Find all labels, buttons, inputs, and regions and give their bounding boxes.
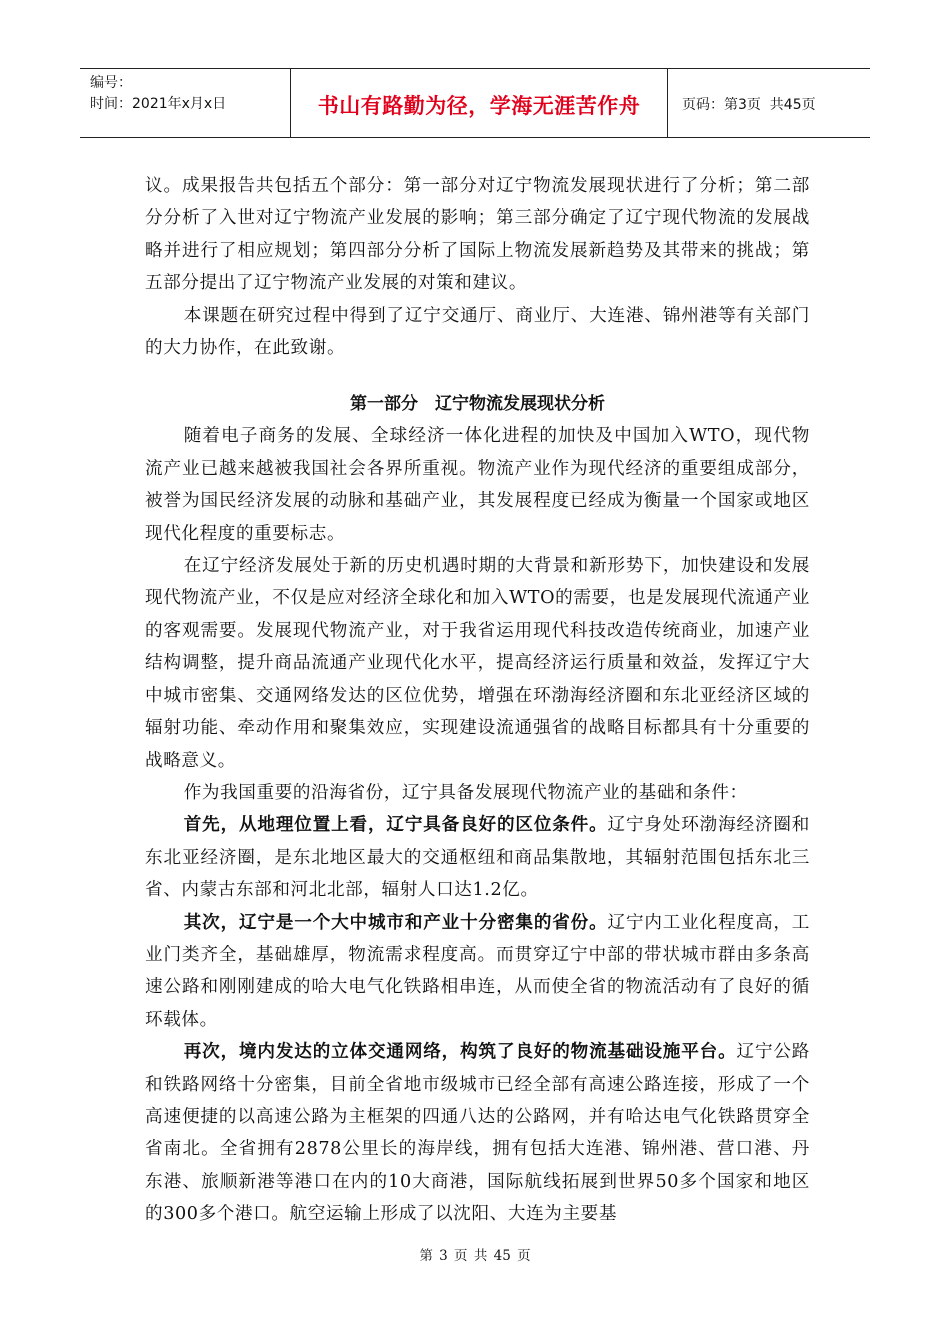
paragraph-conditions-intro: 作为我国重要的沿海省份，辽宁具备发展现代物流产业的基础和条件： — [183, 782, 748, 803]
paragraph-acknowledgement: 本课题在研究过程中得到了辽宁交通厅、商业厅、大连港、锦州港等有关部门的大力协作，在此致谢。 — [145, 305, 810, 359]
document-date-label: 时间：2021年x月x日 — [90, 96, 227, 112]
paragraph-location-lead: 首先，从地理位置上看，辽宁具备良好的区位条件。 — [183, 815, 608, 836]
header-meta-cell — [80, 69, 291, 137]
paragraph-transport-text: 辽宁公路和铁路网络十分密集，目前全省地市级城市已经全部有高速公路连接，形成了一个高速便捷的以高速公路为主框架的四通八达的公路网，并有哈达电气化铁路贯穿全省南北。全省拥有2878公里长的海岸线，拥有包括大连港、锦州港、营口港、丹东港、旅顺新港等港口在内的10大商港，国际航线拓展到世界50多个国家和地区的300多个港口。航空运输上形成了以沈阳、大连为主要基 — [145, 1042, 810, 1225]
paragraph-cities — [145, 907, 810, 1037]
paragraph-transport-lead: 再次，境内发达的立体交通网络，构筑了良好的物流基础设施平台。 — [183, 1042, 737, 1063]
section-spacer — [145, 364, 810, 388]
document-number-label: 编号： — [90, 75, 132, 91]
document-body — [145, 170, 810, 1231]
header-page-info-cell — [668, 69, 870, 137]
paragraph-location — [145, 809, 810, 906]
header-motto: 书山有路勤为径，学海无涯苦作舟 — [291, 69, 668, 137]
page-footer: 第 3 页 共 45 页 — [419, 1248, 531, 1264]
document-header — [80, 68, 870, 138]
header-page-info: 页码：第3页 共45页 — [682, 97, 816, 113]
paragraph-cities-text: 辽宁内工业化程度高，工业门类齐全，基础雄厚，物流需求程度高。而贯穿辽宁中部的带状城市群由多条高速公路和刚刚建成的哈大电气化铁路相串连，从而使全省的物流活动有了良好的循环载体。 — [145, 912, 810, 1030]
paragraph-background: 在辽宁经济发展处于新的历史机遇时期的大背景和新形势下，加快建设和发展现代物流产业，不仅是应对经济全球化和加入WTO的需要，也是发展现代流通产业的客观需要。发展现代物流产业，对于我省运用现代科技改造传统商业，加速产业结构调整，提升商品流通产业现代化水平，提高经济运行质量和效益，发挥辽宁大中城市密集、交通网络发达的区位优势，增强在环渤海经济圈和东北亚经济区域的辐射功能、牵动作用和聚集效应，实现建设流通强省的战略目标都具有十分重要的战略意义。 — [145, 556, 810, 771]
paragraph-location-text: 辽宁身处环渤海经济圈和东北亚经济圈，是东北地区最大的交通枢纽和商品集散地，其辐射范围包括东北三省、内蒙古东部和河北北部，辐射人口达1.2亿。 — [145, 815, 810, 901]
paragraph-transport — [145, 1036, 810, 1230]
paragraph-intro: 随着电子商务的发展、全球经济一体化进程的加快及中国加入WTO，现代物流产业已越来越被我国社会各界所重视。物流产业作为现代经济的重要组成部分，被誉为国民经济发展的动脉和基础产业，其发展程度已经成为衡量一个国家或地区现代化程度的重要标志。 — [145, 426, 810, 544]
paragraph-cities-lead: 其次，辽宁是一个大中城市和产业十分密集的省份。 — [183, 912, 608, 933]
paragraph-report-structure: 议。成果报告共包括五个部分：第一部分对辽宁物流发展现状进行了分析；第二部分分析了入世对辽宁物流产业发展的影响；第三部分确定了辽宁现代物流的发展战略并进行了相应规划；第四部分分析了国际上物流发展新趋势及其带来的挑战；第五部分提出了辽宁物流产业发展的对策和建议。 — [145, 176, 810, 294]
section-heading: 第一部分 辽宁物流发展现状分析 — [350, 394, 605, 415]
